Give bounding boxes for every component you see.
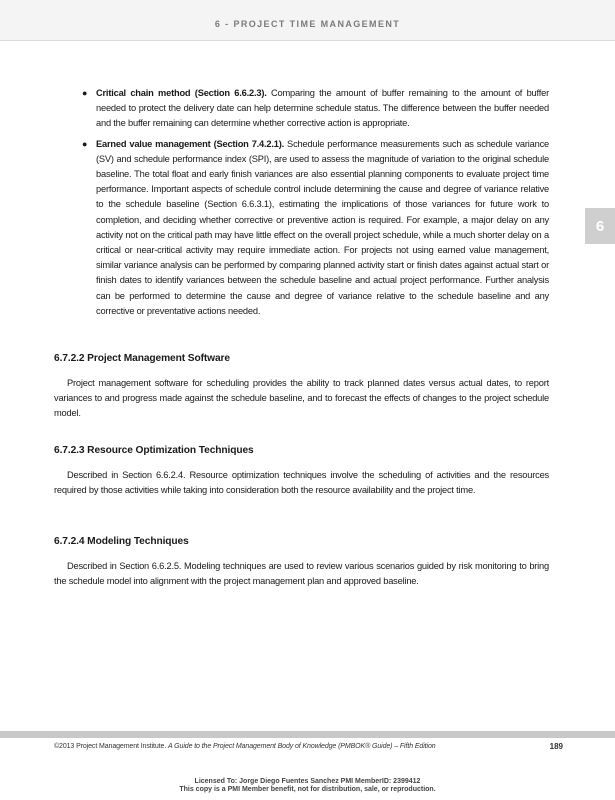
bullet-list [82, 86, 549, 319]
bullet-icon: ● [82, 88, 88, 98]
section-body: Described in Section 6.6.2.4. Resource optimization techniques involve the scheduling of activities and the resources required by those activities while taking into consideration both the resource availability and the project time. [54, 470, 549, 496]
license-line-1: Licensed To: Jorge Diego Fuentes Sanchez PMI MemberID: 2399412 [194, 778, 421, 785]
footer-copyright: ©2013 Project Management Institute. [54, 743, 167, 750]
bullet-lead: Earned value management (Section 7.4.2.1). [96, 138, 285, 149]
section-modeling-techniques [54, 535, 549, 589]
section-project-management-software [54, 352, 549, 422]
section-body: Project management software for scheduling provides the ability to track planned dates versus actual dates, to report variances to and progress made against the schedule baseline, and to forecast the effects of changes to the project schedule model. [54, 378, 549, 419]
bullet-text: Comparing the amount of buffer remaining to the amount of buffer needed to protect the delivery date can help determine schedule status. The difference between the buffer needed and the buffer remaining can determine whether corrective action is appropriate. [96, 88, 549, 129]
license-notice [0, 778, 615, 794]
bullet-item-earned-value [82, 137, 549, 319]
bullet-item-critical-chain [82, 86, 549, 132]
bullet-text: Schedule performance measurements such as schedule variance (SV) and schedule performance index (SPI), are used to assess the magnitude of variation to the original schedule baseline. The total float and early finish variances are also essential planning components to evaluate project time performance. Important aspects of schedule control include determining the cause and degree of variance relative to the schedule baseline (Section 6.6.3.1), estimating the implications of those variances for future work to completion, and deciding whether corrective or preventive action is required. For example, a major delay on any activity not on the critical path may have little effect on the overall project schedule, while a much shorter delay on a critical or near-critical activity may require immediate action. For projects not using earned value management, similar variance analysis can be performed by comparing planned activity start or finish dates against actual start or finish dates to identify variances between the schedule baseline and actual project performance. Further analysis can be performed to determine the cause and degree of variance relative to the schedule baseline and any corrective or preventative actions needed. [96, 138, 549, 316]
section-resource-optimization [54, 444, 549, 498]
section-body: Described in Section 6.6.2.5. Modeling techniques are used to review various scenarios guided by risk monitoring to bring the schedule model into alignment with the project management plan and approved baseline. [54, 561, 549, 587]
license-line-2: This copy is a PMI Member benefit, not for distribution, sale, or reproduction. [179, 786, 436, 793]
section-heading: 6.7.2.4 Modeling Techniques [54, 536, 189, 547]
running-header [0, 0, 615, 41]
bullet-lead: Critical chain method (Section 6.6.2.3). [96, 88, 267, 98]
footer-divider [0, 731, 615, 738]
footer-citation [54, 743, 436, 750]
section-heading: 6.7.2.3 Resource Optimization Techniques [54, 445, 254, 456]
section-heading: 6.7.2.2 Project Management Software [54, 353, 230, 364]
chapter-tab: 6 [585, 208, 615, 244]
chapter-title: 6 - PROJECT TIME MANAGEMENT [214, 19, 401, 29]
page-number: 189 [549, 742, 563, 751]
footer-book-title: A Guide to the Project Management Body of Knowledge (PMBOK® Guide) – Fifth Edition [168, 743, 436, 750]
bullet-icon: ● [82, 138, 88, 149]
